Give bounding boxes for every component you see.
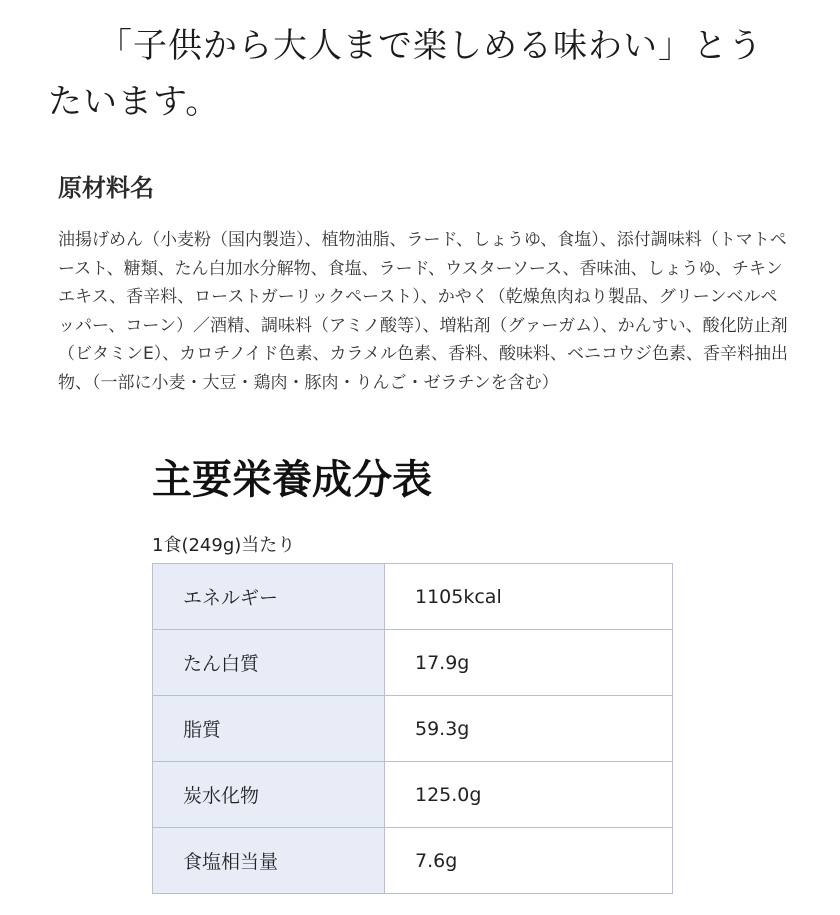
table-row [153, 696, 673, 762]
nutrition-table [152, 563, 673, 894]
intro-paragraph: 「子供から大人まで楽しめる味わい」とうたいます。 [48, 26, 763, 122]
nutrient-label: 炭水化物 [153, 762, 385, 828]
nutrient-label: たん白質 [153, 630, 385, 696]
table-row [153, 630, 673, 696]
ingredients-heading: 原材料名 [58, 174, 154, 202]
nutrient-label: 脂質 [153, 696, 385, 762]
nutrient-label: エネルギー [153, 564, 385, 630]
nutrient-value: 125.0g [385, 762, 673, 828]
table-row [153, 828, 673, 894]
nutrient-value: 59.3g [385, 696, 673, 762]
nutrient-value: 17.9g [385, 630, 673, 696]
table-row [153, 762, 673, 828]
nutrient-value: 7.6g [385, 828, 673, 894]
table-row [153, 564, 673, 630]
nutrient-label: 食塩相当量 [153, 828, 385, 894]
ingredients-list: 油揚げめん（小麦粉（国内製造）、植物油脂、ラード、しょうゆ、食塩）、添付調味料（トマトペースト、糖類、たん白加水分解物、食塩、ラード、ウスターソース、香味油、しょうゆ、チキンエキス、香辛料、ローストガーリックペースト）、かやく（乾燥魚肉ねり製品、グリーンベルペッパー、コーン）／酒精、調味料（アミノ酸等）、増粘剤（グァーガム）、かんすい、酸化防止剤（ビタミンE）、カロチノイド色素、カラメル色素、香料、酸味料、ベニコウジ色素、香辛料抽出物、（一部に小麦・大豆・鶏肉・豚肉・りんご・ゼラチンを含む） [58, 230, 789, 393]
nutrition-heading: 主要栄養成分表 [152, 457, 432, 503]
serving-size: 1食(249g)当たり [152, 535, 296, 556]
nutrient-value: 1105kcal [385, 564, 673, 630]
